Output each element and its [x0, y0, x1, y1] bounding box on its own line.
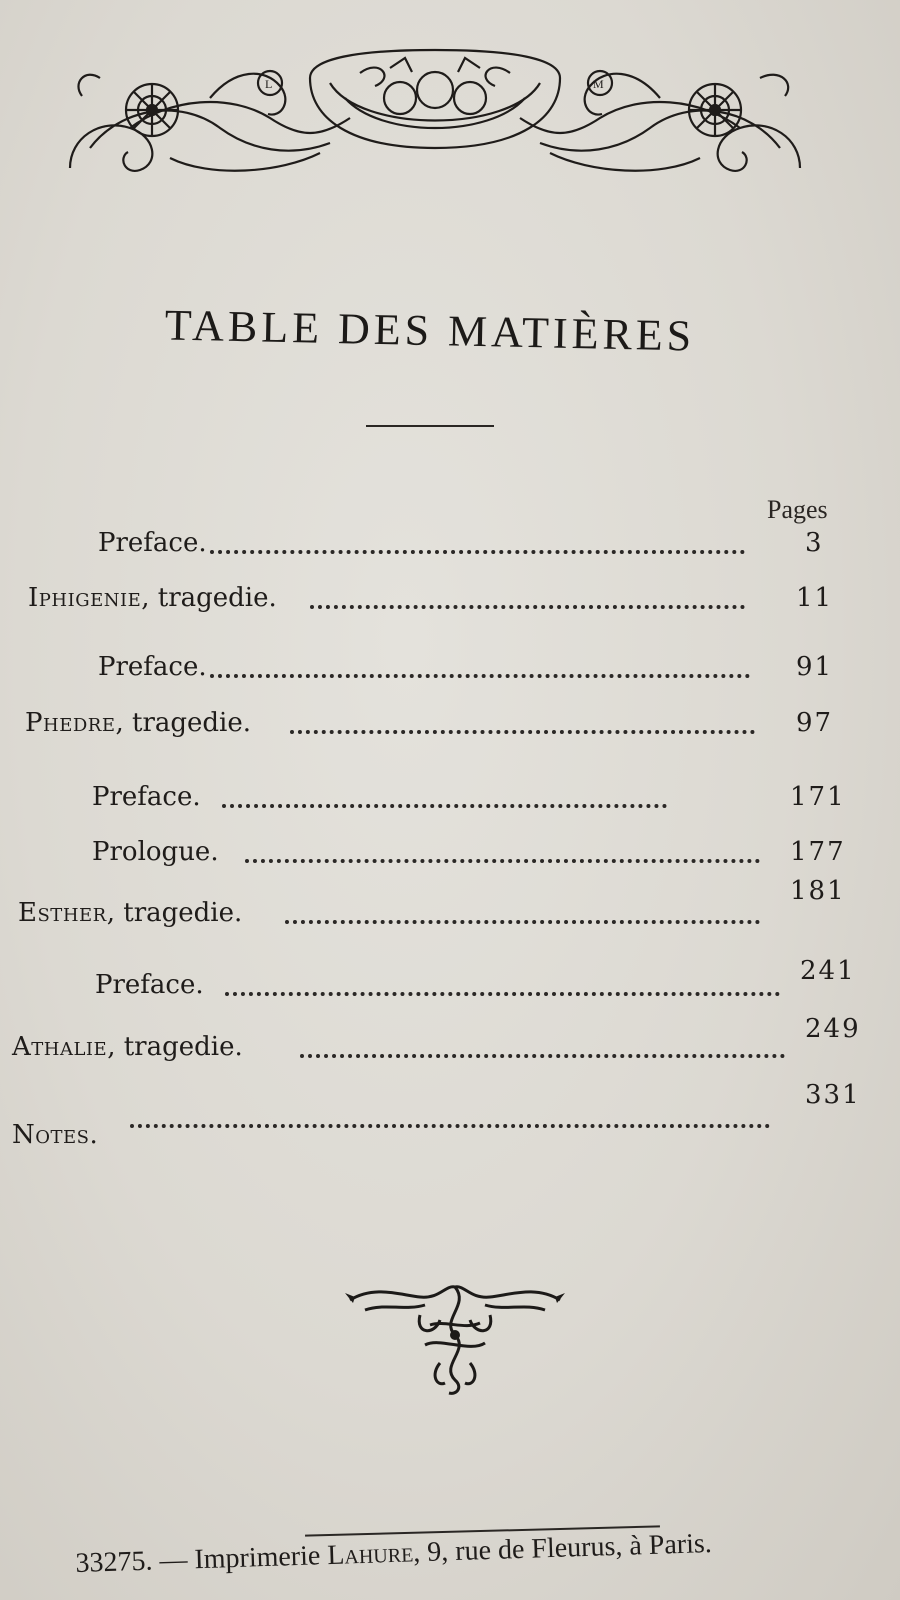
- leader-dots: [222, 792, 667, 808]
- printer-imprint: [75, 1528, 712, 1580]
- leader-dots: [245, 847, 760, 863]
- pages-column-header: Pages: [767, 495, 828, 524]
- leader-dots: [225, 980, 780, 996]
- svg-text:L: L: [265, 77, 273, 91]
- toc-entry-title: Notes.: [12, 1120, 98, 1150]
- toc-entry-page: 181: [790, 876, 846, 906]
- toc-entry: [0, 583, 880, 623]
- imprint-printer-name: Lahure: [326, 1537, 414, 1572]
- toc-entry: [0, 652, 880, 692]
- toc-entry-title: Iphigenie, tragedie.: [28, 583, 277, 613]
- toc-entry-page: 11: [796, 583, 834, 613]
- imprint-dash: —: [158, 1544, 188, 1577]
- toc-entry-page: 241: [800, 956, 856, 986]
- toc-entry-page: 171: [790, 782, 846, 812]
- toc-entry: [0, 708, 880, 748]
- toc-entry-title: Athalie, tragedie.: [12, 1032, 243, 1062]
- toc-entry-page: 249: [805, 1014, 861, 1044]
- toc-entry: [0, 1014, 880, 1072]
- leader-dots: [285, 908, 760, 924]
- page-title: TABLE DES MATIÈRES: [164, 300, 696, 361]
- leader-dots: [310, 593, 745, 609]
- toc-entry-title: Phedre, tragedie.: [25, 708, 252, 738]
- leader-dots: [300, 1042, 785, 1058]
- toc-entry-page: 3: [805, 528, 824, 558]
- toc-entry: [0, 876, 880, 938]
- toc-entry-title: Esther, tragedie.: [18, 898, 243, 928]
- toc-entry: [0, 1080, 880, 1160]
- toc-entry: [0, 782, 880, 822]
- leader-dots: [210, 662, 750, 678]
- imprint-address: , 9, rue de Fleurus, à Paris.: [412, 1528, 713, 1569]
- toc-entry-title: Prologue.: [92, 837, 219, 867]
- toc-entry-title: Preface.: [98, 528, 207, 558]
- tailpiece-ornament: [345, 1275, 565, 1400]
- leader-dots: [210, 538, 745, 554]
- toc-entry-page: 331: [805, 1080, 861, 1110]
- toc-entry-title: Preface.: [95, 970, 204, 1000]
- toc-entry-page: 177: [790, 837, 846, 867]
- title-rule: [366, 425, 494, 427]
- toc-entry: [0, 956, 880, 1010]
- toc-entry: [0, 528, 880, 568]
- toc-entry-page: 91: [796, 652, 834, 682]
- leader-dots: [130, 1112, 770, 1128]
- imprint-prefix: Imprimerie: [193, 1540, 321, 1576]
- toc-entry: [0, 837, 880, 877]
- toc-entry-title: Preface.: [98, 652, 207, 682]
- toc-entry-page: 97: [796, 708, 834, 738]
- svg-text:M: M: [593, 77, 604, 91]
- imprint-number: 33275.: [75, 1545, 153, 1579]
- headpiece-ornament: [60, 38, 810, 198]
- toc-entry-title: Preface.: [92, 782, 201, 812]
- leader-dots: [290, 718, 755, 734]
